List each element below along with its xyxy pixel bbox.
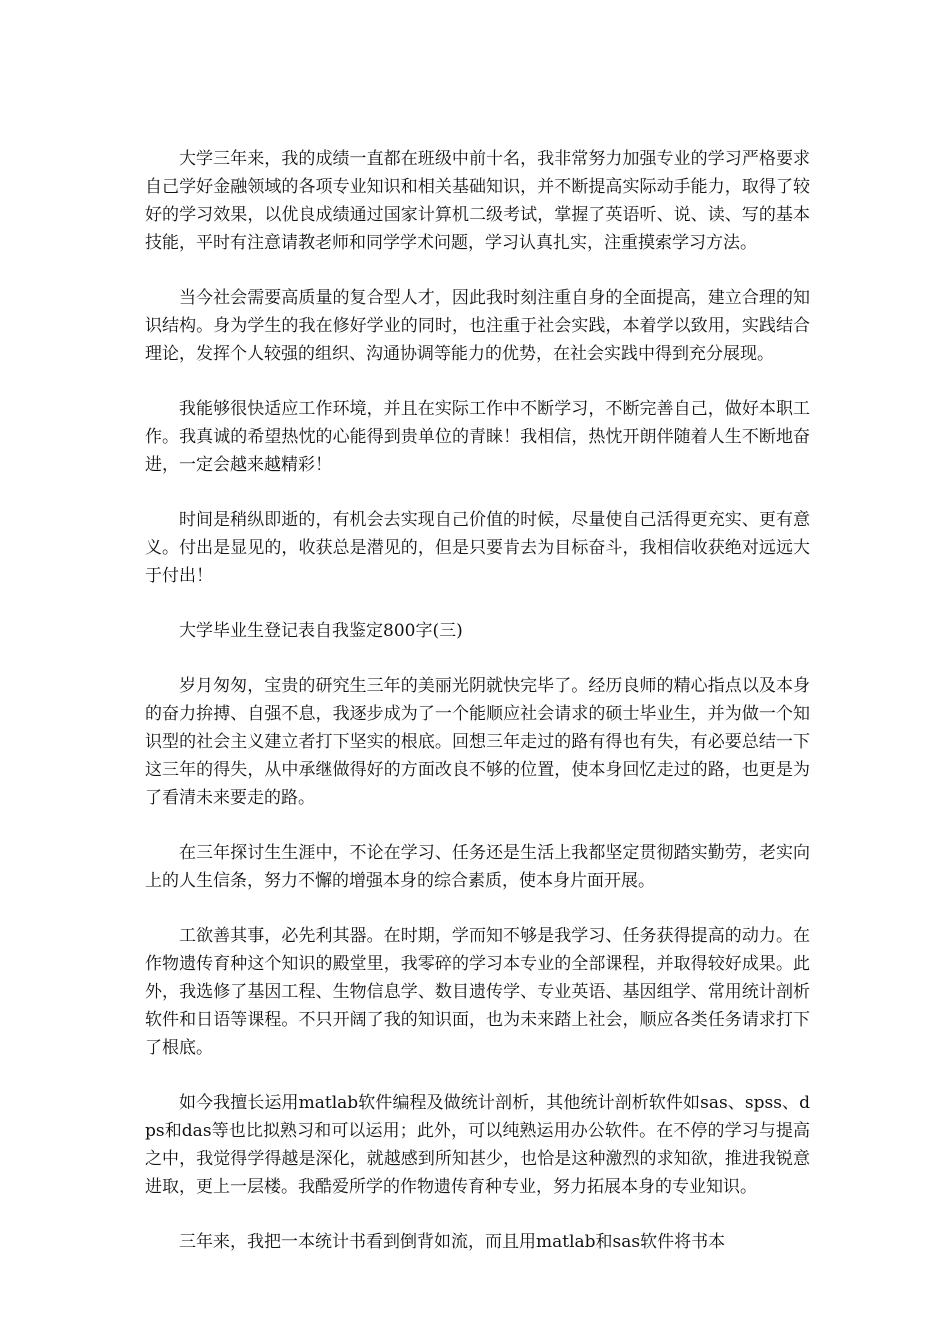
section-heading: 大学毕业生登记表自我鉴定800字(三) — [179, 621, 463, 641]
paragraph-graduate-years: 岁月匆匆，宝贵的研究生三年的美丽光阴就快完毕了。经历良师的精心指点以及本身的奋力拚搏、自强不息，我逐步成为了一个能顺应社会请求的硕士毕业生，并为做一个知识型的社会主义建立者打下坚实的根底。回想三年走过的路有得也有失，有必要总结一下这三年的得失，从中承继做得好的方面改良不够的位置，使本身回忆走过的路，也更是为了看清未来要走的路。 — [145, 676, 810, 808]
paragraph-statistics-book: 三年来，我把一本统计书看到倒背如流，而且用matlab和sas软件将书本 — [179, 1232, 726, 1252]
paragraph-software-skills: 如今我擅长运用matlab软件编程及做统计剖析，其他统计剖析软件如sas、spss、dps和das等也比拟熟习和可以运用；此外，可以纯熟运用办公软件。在不停的学习与提高之中，我觉得学得越是深化，就越感到所知甚少，也恰是这种激烈的求知欲，推进我锐意进取，更上一层楼。我酷爱所学的作物遗传育种专业，努力拓展本身的专业知识。 — [145, 1093, 810, 1197]
paragraph-coursework: 工欲善其事，必先利其器。在时期，学而知不够是我学习、任务获得提高的动力。在作物遗传育种这个知识的殿堂里，我零碎的学习本专业的全部课程，并取得较好成果。此外，我选修了基因工程、生物信息学、数目遗传学、专业英语、基因组学、常用统计剖析软件和日语等课程。不只开阔了我的知识面，也为未来踏上社会，顺应各类任务请求打下了根底。 — [145, 926, 810, 1058]
paragraph-social-practice: 当今社会需要高质量的复合型人才，因此我时刻注重自身的全面提高，建立合理的知识结构。身为学生的我在修好学业的同时，也注重于社会实践，本着学以致用，实践结合理论，发挥个人较强的组织、沟通协调等能力的优势，在社会实践中得到充分展现。 — [145, 288, 810, 364]
document-page — [145, 145, 810, 1256]
paragraph-research-life: 在三年探讨生生涯中，不论在学习、任务还是生活上我都坚定贯彻踏实勤劳，老实向上的人生信条，努力不懈的增强本身的综合素质，使本身片面开展。 — [145, 843, 810, 891]
paragraph-work-adaptation: 我能够很快适应工作环境，并且在实际工作中不断学习，不断完善自己，做好本职工作。我真诚的希望热忱的心能得到贵单位的青睐！我相信，热忱开朗伴随着人生不断地奋进，一定会越来越精彩！ — [145, 399, 810, 475]
paragraph-academic-record: 大学三年来，我的成绩一直都在班级中前十名，我非常努力加强专业的学习严格要求自己学好金融领域的各项专业知识和相关基础知识，并不断提高实际动手能力，取得了较好的学习效果，以优良成绩通过国家计算机二级考试，掌握了英语听、说、读、写的基本技能，平时有注意请教老师和同学学术问题，学习认真扎实，注重摸索学习方法。 — [145, 149, 810, 253]
paragraph-time-value: 时间是稍纵即逝的，有机会去实现自己价值的时候，尽量使自己活得更充实、更有意义。付出是显见的，收获总是潜见的，但是只要肯去为目标奋斗，我相信收获绝对远远大于付出！ — [145, 510, 810, 586]
